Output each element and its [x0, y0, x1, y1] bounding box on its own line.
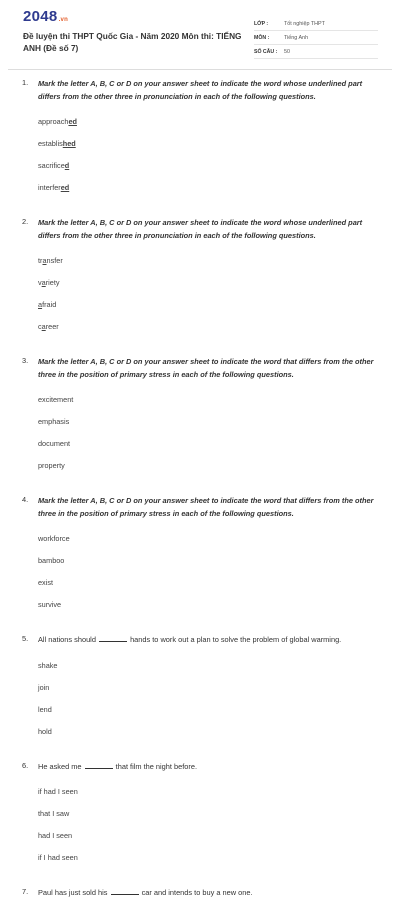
- answer-option[interactable]: [38, 139, 210, 151]
- option-text: if had I seen: [38, 787, 78, 796]
- option-text: that I saw: [38, 809, 70, 818]
- question-number: 3.: [22, 356, 29, 365]
- question-text-before: He asked me: [38, 761, 82, 771]
- question-item: [0, 78, 400, 205]
- option-text: workforce: [38, 534, 70, 543]
- question-text-after: that film the night before.: [115, 761, 198, 771]
- answer-option[interactable]: [38, 853, 210, 865]
- option-underlined-part: ed: [68, 117, 77, 126]
- answer-option[interactable]: [38, 578, 210, 590]
- question-item: [0, 634, 400, 749]
- option-underlined-part: a: [41, 322, 46, 331]
- option-underlined-part: ed: [60, 183, 70, 192]
- answer-option[interactable]: [38, 534, 210, 546]
- question-text: [38, 761, 378, 774]
- question-text: Mark the letter A, B, C or D on your answer sheet to indicate the word whose underlined part differs from the other three in pronunciation in each of the following questions.: [38, 79, 363, 101]
- question-text: [38, 887, 378, 900]
- question-number: 1.: [22, 78, 29, 87]
- option-text: exist: [38, 578, 54, 587]
- answer-option[interactable]: [38, 322, 210, 334]
- site-logo[interactable]: [23, 8, 68, 25]
- page-header: [0, 0, 400, 68]
- question-item: [0, 356, 400, 483]
- answer-option[interactable]: [38, 787, 210, 799]
- answer-option[interactable]: [38, 600, 210, 612]
- meta-row-question-count: [254, 45, 378, 59]
- answer-option[interactable]: [38, 661, 210, 673]
- option-text-rest: nsfer: [46, 256, 63, 265]
- answer-blank: [111, 888, 139, 895]
- option-underlined-part: d: [64, 161, 70, 170]
- question-number: 6.: [22, 760, 29, 770]
- answer-options: [38, 117, 378, 205]
- option-text: interfer: [38, 183, 61, 192]
- answer-option[interactable]: [38, 300, 210, 312]
- option-text: document: [38, 439, 71, 448]
- question-text-after: car and intends to buy a new one.: [141, 888, 253, 897]
- answer-option[interactable]: [38, 439, 210, 451]
- option-text: approach: [38, 117, 69, 126]
- option-text: join: [38, 682, 50, 692]
- answer-option[interactable]: [38, 809, 210, 821]
- answer-option[interactable]: [38, 395, 210, 407]
- header-divider: [8, 69, 392, 70]
- question-item: [0, 217, 400, 344]
- document-meta: [254, 17, 378, 59]
- answer-option[interactable]: [38, 461, 210, 473]
- answer-option[interactable]: [38, 278, 210, 290]
- answer-option[interactable]: [38, 727, 210, 739]
- answer-blank: [85, 762, 113, 769]
- option-text: survive: [38, 600, 62, 609]
- logo-sub-text: .vn: [58, 17, 69, 23]
- option-text: excitement: [38, 395, 74, 404]
- answer-option[interactable]: [38, 831, 210, 843]
- option-text: shake: [38, 660, 58, 670]
- question-item: [0, 761, 400, 876]
- answer-options: [38, 787, 378, 875]
- option-text: emphasis: [38, 417, 70, 426]
- meta-value: Tốt nghiệp THPT: [284, 20, 325, 27]
- question-text: [38, 634, 378, 647]
- question-text: Mark the letter A, B, C or D on your answer sheet to indicate the word whose underlined part differs from the other three in pronunciation in each of the following questions.: [38, 218, 363, 240]
- option-underlined-part: hed: [62, 139, 76, 148]
- answer-option[interactable]: [38, 256, 210, 268]
- question-text: Mark the letter A, B, C or D on your answer sheet to indicate the word that differs from the other three in the position of primary stress in each of the following questions.: [38, 496, 374, 518]
- question-number: 4.: [22, 495, 29, 504]
- option-text: if I had seen: [38, 853, 78, 862]
- question-text: Mark the letter A, B, C or D on your answer sheet to indicate the word that differs from the other three in the position of primary stress in each of the following questions.: [38, 357, 374, 379]
- answer-option[interactable]: [38, 556, 210, 568]
- meta-value: 50: [284, 48, 290, 55]
- option-text: tr: [38, 256, 43, 265]
- answer-blank: [99, 635, 127, 642]
- meta-label: MÔN :: [254, 34, 270, 41]
- answer-option[interactable]: [38, 683, 210, 695]
- question-item: [0, 887, 400, 900]
- answer-option[interactable]: [38, 183, 210, 195]
- meta-label: LỚP :: [254, 20, 269, 27]
- logo-main-text: 2048: [23, 8, 58, 25]
- option-text-rest: riety: [45, 278, 60, 287]
- option-text: hold: [38, 726, 52, 736]
- answer-option[interactable]: [38, 117, 210, 129]
- question-number: 2.: [22, 217, 29, 226]
- option-text: c: [38, 322, 42, 331]
- answer-options: [38, 395, 378, 483]
- document-title: Đề luyện thi THPT Quốc Gia - Năm 2020 Môn thi: TIẾNG ANH (Đề số 7): [23, 31, 242, 53]
- answer-option[interactable]: [38, 705, 210, 717]
- meta-row-subject: [254, 31, 378, 45]
- meta-row-class: [254, 17, 378, 31]
- option-text: lend: [38, 704, 52, 714]
- option-text-rest: fraid: [42, 300, 57, 309]
- option-underlined-part: a: [38, 300, 43, 309]
- answer-options: [38, 534, 378, 622]
- question-text-before: All nations should: [38, 635, 96, 644]
- option-underlined-part: a: [42, 256, 47, 265]
- option-text: sacrifice: [38, 161, 65, 170]
- option-text: establis: [38, 139, 63, 148]
- option-text: bamboo: [38, 556, 65, 565]
- answer-options: [38, 256, 378, 344]
- question-list: [0, 78, 400, 900]
- option-underlined-part: a: [41, 278, 46, 287]
- answer-options: [38, 661, 378, 749]
- answer-option[interactable]: [38, 161, 210, 173]
- question-text-after: hands to work out a plan to solve the problem of global warming.: [130, 635, 342, 644]
- question-number: 7.: [22, 887, 29, 896]
- option-text: had I seen: [38, 831, 73, 840]
- option-text: property: [38, 461, 65, 470]
- question-text-before: Paul has just sold his: [38, 888, 108, 897]
- option-text-rest: reer: [45, 322, 59, 331]
- meta-value: Tiếng Anh: [284, 34, 309, 41]
- answer-option[interactable]: [38, 417, 210, 429]
- meta-label: SỐ CÂU :: [254, 48, 278, 55]
- question-item: [0, 495, 400, 622]
- option-text: v: [38, 278, 42, 287]
- question-number: 5.: [22, 634, 29, 643]
